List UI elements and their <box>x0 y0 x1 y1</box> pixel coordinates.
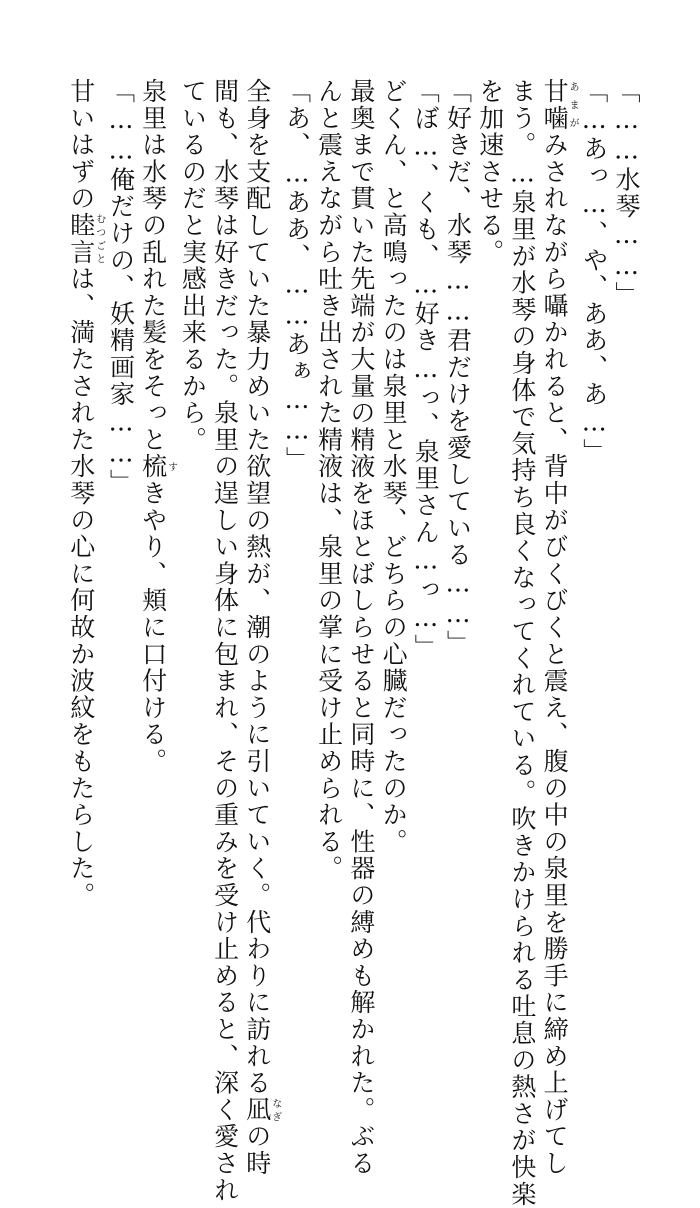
text-line <box>578 78 610 958</box>
line-text: 「……水琴……」 <box>612 78 641 309</box>
ruby-base: 甘噛 <box>540 78 570 132</box>
line-text: きやり、頬に口付ける。 <box>138 480 168 775</box>
ruby-reading: なぎ <box>269 1096 281 1124</box>
text-line <box>208 78 240 1204</box>
furigana <box>138 453 177 481</box>
line-text: 泉里は水琴の乱れた髪をそっと <box>138 78 168 454</box>
text-line <box>136 78 176 958</box>
line-text: ているのだと実感出来るから。 <box>178 78 208 454</box>
text-line <box>65 78 105 958</box>
line-text: みされながら囁かれると、背中がびくびくと震え、腹の中の泉里を勝手に締め上げてし <box>540 131 570 1177</box>
line-text: 「好きだ、水琴……君だけを愛している……」 <box>443 78 473 657</box>
text-line <box>441 78 473 958</box>
ruby-base: 凪 <box>242 1096 272 1124</box>
text-line <box>104 78 136 958</box>
line-text: を加速させる。 <box>475 78 505 266</box>
line-text: 間も、水琴は好きだった。泉里の逞しい身体に包まれ、その重みを受け止めると、深く愛され <box>210 78 240 1204</box>
text-line <box>345 78 377 1177</box>
text-line <box>473 78 505 958</box>
text-line <box>409 78 441 958</box>
line-text: んと震えながら吐き出された精液は、泉里の掌に受け止められる。 <box>314 78 344 882</box>
text-line <box>506 78 538 1208</box>
line-text: の時 <box>242 1123 272 1177</box>
furigana <box>242 1096 281 1124</box>
line-text: 「……俺だけの、妖精画家……」 <box>106 78 136 496</box>
text-line <box>538 78 579 1177</box>
line-text: 全身を支配していた暴力めいた欲望の熱が、潮のように引いていく。代わりに訪れる <box>242 78 272 1097</box>
ruby-reading: す <box>165 453 177 481</box>
ruby-reading: むつごと <box>93 212 105 266</box>
line-text: 「…あっ…、や、ああ、あ…」 <box>579 78 609 466</box>
vertical-text-block <box>52 78 642 1208</box>
line-text: 「あ、…ああ、……あぁ……」 <box>282 78 312 474</box>
line-text: は、満たされた水琴の心に何故か波紋をもたらした。 <box>66 265 96 909</box>
line-text: どくん、と高鳴ったのは泉里と水琴、どちらの心臓だったのか。 <box>379 78 409 856</box>
ruby-base: 梳 <box>138 453 168 481</box>
text-line <box>176 78 208 958</box>
line-text: 「ぼ…、くも、…好き…っ、泉里さん…っ…」 <box>411 78 441 661</box>
text-line <box>312 78 344 958</box>
ruby-reading: あまが <box>567 78 579 132</box>
line-text: まう。…泉里が水琴の身体で気持ち良くなってくれている。吹きかけられる吐息の熱さが快楽 <box>507 78 537 1208</box>
furigana <box>540 78 579 132</box>
furigana <box>66 212 105 266</box>
ruby-base: 睦言 <box>66 212 96 266</box>
text-line <box>610 78 642 958</box>
text-line <box>280 78 312 958</box>
line-text: 最奥まで貫いた先端が大量の精液をほとばしらせると同時に、性器の縛めも解かれた。ぶる <box>346 78 376 1177</box>
text-line <box>241 78 281 1177</box>
line-text: 甘いはずの <box>66 78 96 212</box>
text-line <box>377 78 409 958</box>
